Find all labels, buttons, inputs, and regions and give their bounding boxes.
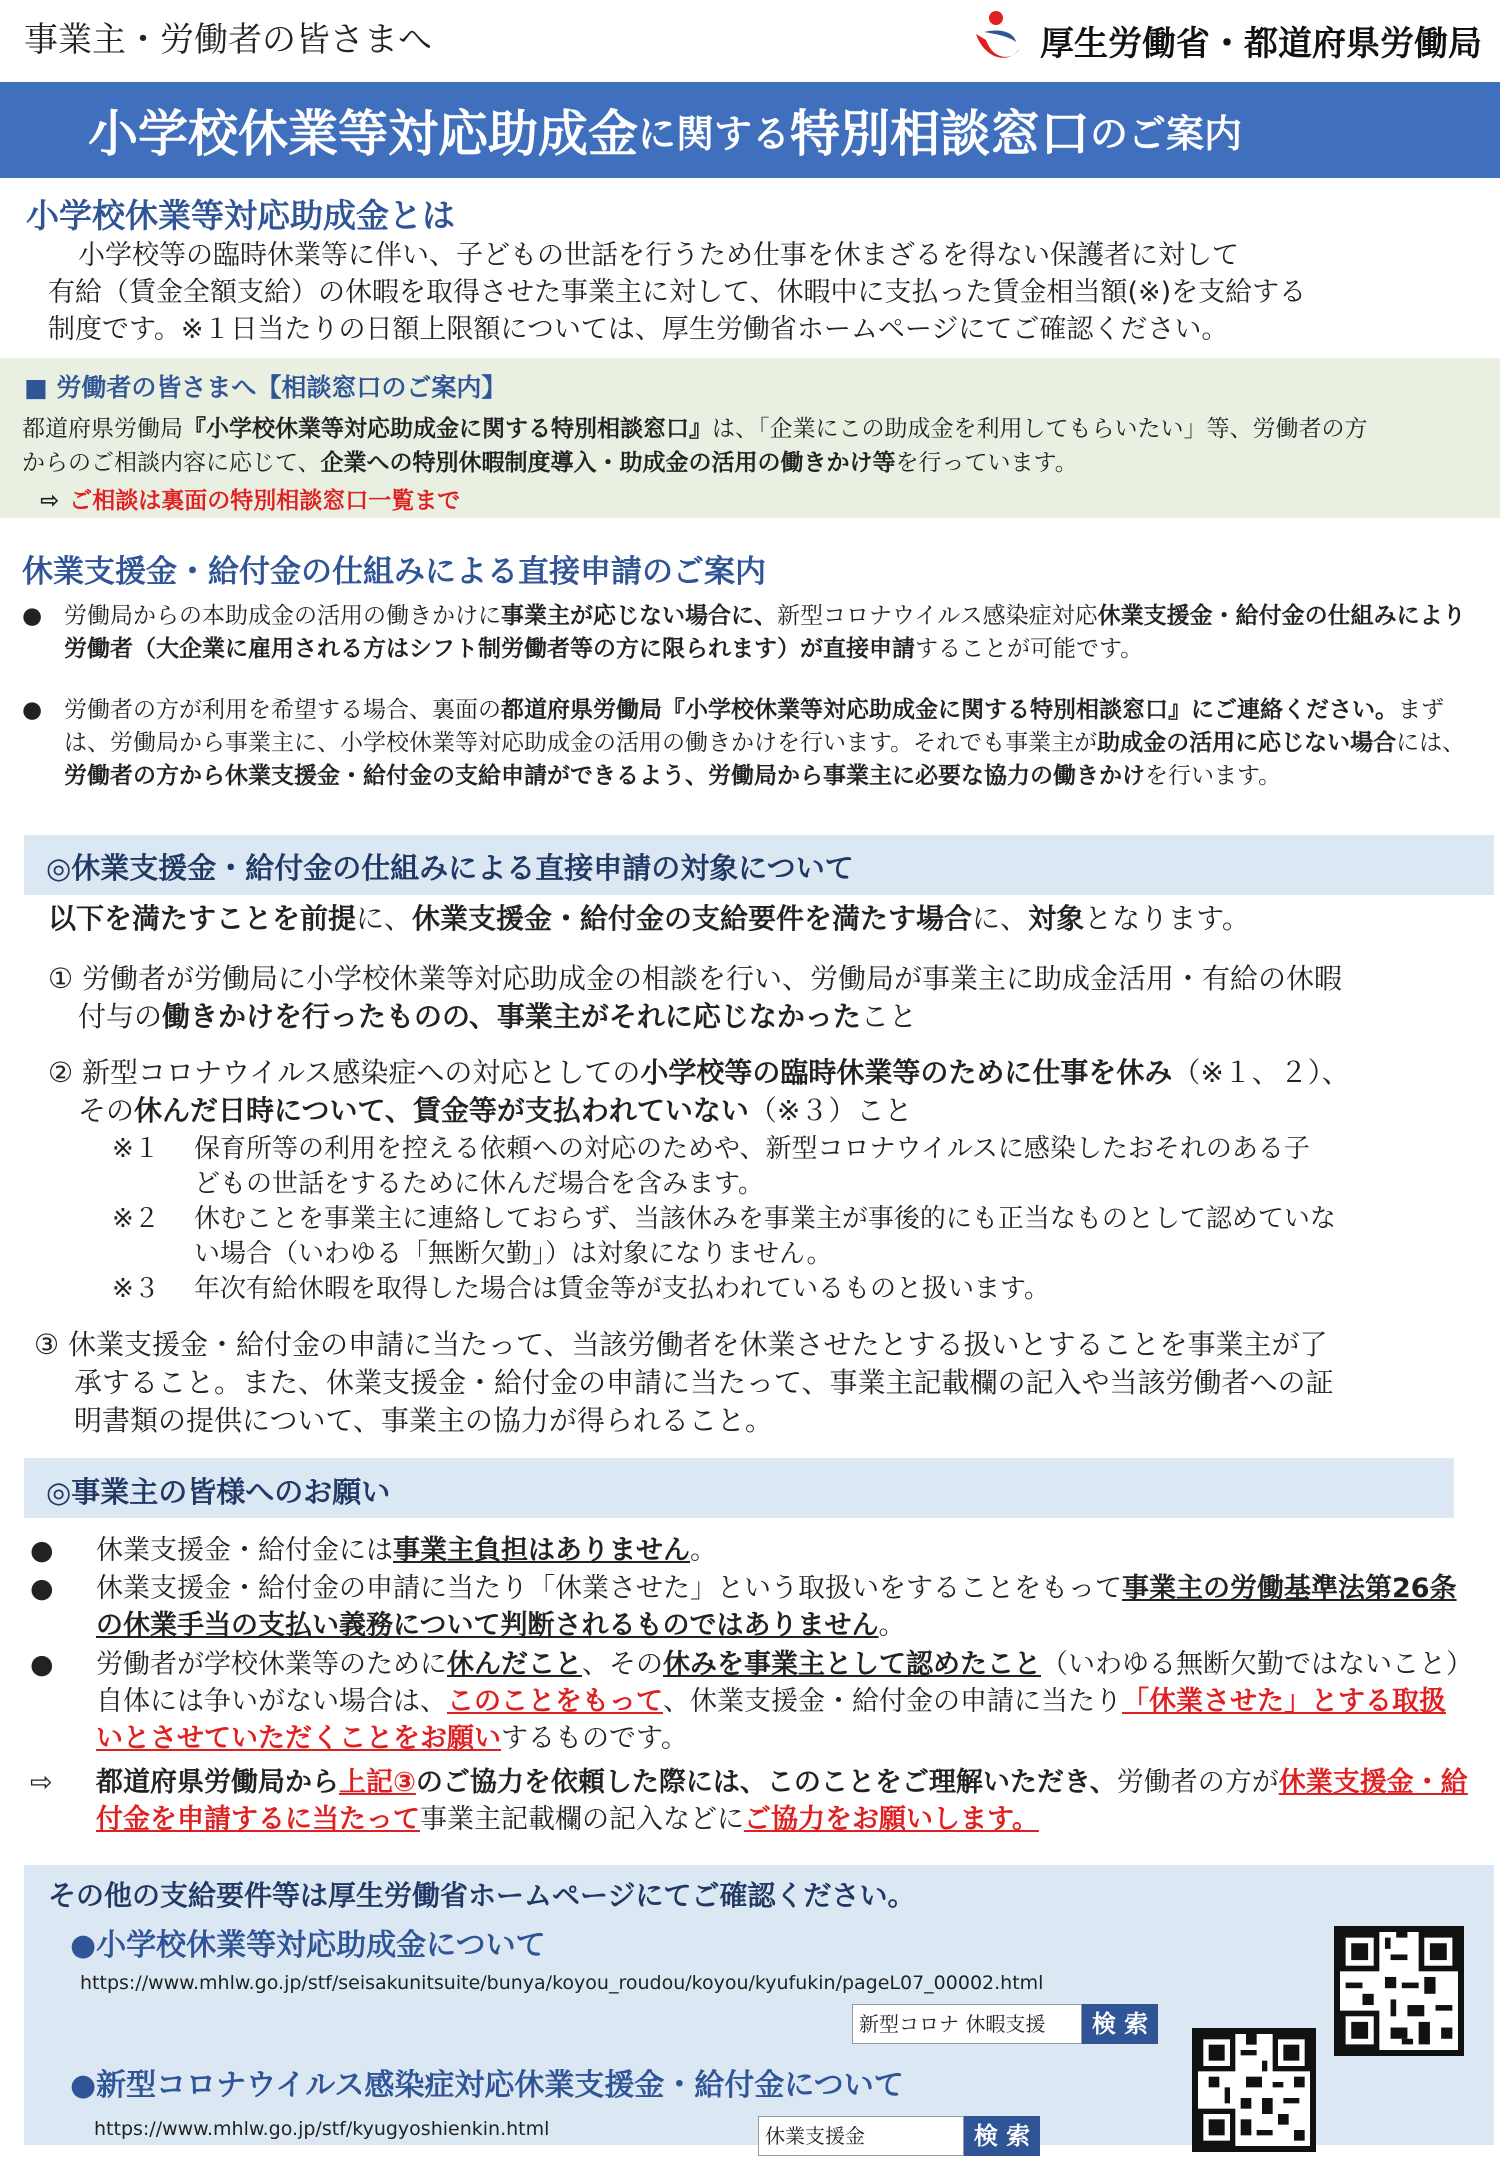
note-2-line1: 休むことを事業主に連絡しておらず、当該休みを事業主が事後的にも正当なものとして認めていな — [194, 1204, 1336, 1234]
bullet-text: を行います。 — [1145, 763, 1282, 789]
search-button-1[interactable]: 検 索 — [1082, 2004, 1158, 2044]
item-text: その — [78, 1094, 135, 1127]
request-emphasis: 事業主の労働基準法第26条の休業手当の支払い義務について判断されるものではありません — [96, 1573, 1457, 1641]
lead-text: に、 — [972, 902, 1029, 935]
banner-part4: のご案内 — [1090, 111, 1243, 156]
banner-part3: 特別相談窓口 — [790, 105, 1091, 163]
worker-box-text: からのご相談内容に応じて、 — [22, 450, 321, 476]
target-item-1-line1: ① 労働者が労働局に小学校休業等対応助成金の相談を行い、労働局が事業主に助成金活用・有給の休暇 — [48, 962, 1343, 995]
target-item-3-line1: ③ 休業支援金・給付金の申請に当たって、当該労働者を休業させたとする扱いとすることを事業主が了 — [34, 1328, 1328, 1361]
search-button-2[interactable]: 検 索 — [964, 2116, 1040, 2156]
bullet-emphasis: 休業支援金・給付金の仕組みにより労働者（大企業に雇用される方はシフト制労働者等の方に限られます）が直接申請 — [64, 603, 1466, 662]
bullet-text: 労働者の方が利用を希望する場合、裏面の — [64, 697, 501, 723]
item-text: 付与の — [78, 1000, 163, 1033]
note-1-line1: 保育所等の利用を控える依頼への対応のためや、新型コロナウイルスに感染したおそれのある子 — [194, 1134, 1310, 1164]
lead-emphasis: 以下を満たすことを前提 — [48, 902, 357, 935]
bullet-emphasis: 労働者の方から休業支援金・給付金の支給申請ができるよう、労働局から事業主に必要な協力の働きかけ — [64, 763, 1145, 789]
item-emphasis: 休んだ日時について、賃金等が支払われていない — [134, 1094, 749, 1127]
search-box-2 — [758, 2116, 1040, 2156]
request-text: 。 — [878, 1610, 906, 1641]
target-item-2-line1 — [48, 1054, 1350, 1091]
title-banner — [0, 82, 1500, 178]
request-item-3 — [30, 1646, 1470, 1757]
request-title: ◎事業主の皆様へのお願い — [46, 1475, 391, 1509]
direct-title: 休業支援金・給付金の仕組みによる直接申請のご案内 — [22, 554, 766, 590]
request-text: 休業支援金・給付金の申請に当たり「休業させた」という取扱いをすることをもって — [96, 1573, 1122, 1604]
target-item-3-line2: 承すること。また、休業支援金・給付金の申請に当たって、事業主記載欄の記入や当該労働者への証 — [74, 1366, 1334, 1399]
request-item-1 — [30, 1532, 1470, 1569]
worker-box-cta — [40, 482, 460, 515]
banner-part2: に関する — [638, 111, 791, 156]
request-text: するものです。 — [501, 1723, 688, 1754]
item-text: ② 新型コロナウイルス感染症への対応としての — [48, 1056, 641, 1089]
item-emphasis: 働きかけを行ったものの、事業主がそれに応じなかった — [162, 1000, 861, 1033]
direct-bullet-1 — [22, 600, 1482, 666]
arrow-icon: ⇨ — [30, 1767, 53, 1798]
request-red-emphasis: このことをもって — [447, 1686, 663, 1717]
bullet-icon: ● — [30, 1535, 54, 1566]
note-2-line2: い場合（いわゆる「無断欠勤」）は対象になりません。 — [194, 1239, 833, 1269]
arrow-icon: ⇨ — [40, 488, 60, 514]
bullet-emphasis: 事業主が応じない場合に、 — [501, 603, 777, 629]
intro-line2: 有給（賃金全額支給）の休暇を取得させた事業主に対して、休暇中に支払った賃金相当額(※)を支給する — [48, 277, 1307, 308]
search-box-1 — [852, 2004, 1158, 2044]
item-text: （※１、２）、 — [1172, 1056, 1350, 1089]
request-text: （いわゆる無断欠勤ではないこと）自体には争いがない場合は、 — [96, 1649, 1460, 1717]
direct-bullet-2 — [22, 694, 1482, 793]
note-3-line1: 年次有給休暇を取得した場合は賃金等が支払われているものと扱います。 — [194, 1274, 1050, 1304]
note-2-mark: ※２ — [112, 1204, 160, 1234]
worker-box-text: を行っています。 — [895, 450, 1078, 476]
worker-box-emphasis: 企業への特別休暇制度導入・助成金の活用の働きかけ等 — [320, 450, 896, 476]
lead-text: となります。 — [1084, 902, 1250, 935]
request-emphasis: 休んだこと — [447, 1649, 582, 1680]
lead-emphasis: 休業支援金・給付金の支給要件を満たす場合 — [412, 902, 973, 935]
request-text: 。 — [690, 1535, 717, 1566]
link2-url[interactable]: https://www.mhlw.go.jp/stf/kyugyoshienkin.html — [94, 2118, 550, 2140]
bullet-text: には、 — [1396, 730, 1466, 756]
request-item-4 — [30, 1764, 1470, 1838]
bullet-text: まずは、労働局から事業主に、小学校休業等対応助成金の活用の働きかけを行います。それでも事業主が — [64, 697, 1444, 756]
item-text: （※３）こと — [748, 1094, 913, 1127]
request-emphasis: 休みを事業主として認めたこと — [663, 1649, 1041, 1680]
intro-line1: 小学校等の臨時休業等に伴い、子どもの世話を行うため仕事を休まざるを得ない保護者に対して — [78, 240, 1239, 271]
qr-code-icon — [1192, 2028, 1316, 2152]
link2-title: ●新型コロナウイルス感染症対応休業支援金・給付金について — [70, 2068, 904, 2103]
lead-emphasis: 対象 — [1028, 902, 1085, 935]
bullet-emphasis: 都道府県労働局『小学校休業等対応助成金に関する特別相談窓口』にご連絡ください。 — [501, 697, 1398, 723]
bullet-icon: ● — [30, 1573, 54, 1604]
request-red-emphasis: 「休業させた」とする取扱いとさせていただくことをお願い — [96, 1686, 1446, 1754]
note-1-mark: ※１ — [112, 1134, 160, 1164]
bullet-icon: ● — [22, 603, 43, 629]
request-text: 労働者が学校休業等のために — [96, 1649, 447, 1680]
target-item-2-line2 — [78, 1092, 912, 1129]
bullet-text: することが可能です。 — [915, 636, 1144, 662]
request-text: 休業支援金・給付金には — [96, 1535, 393, 1566]
bullet-emphasis: 助成金の活用に応じない場合 — [1097, 730, 1397, 756]
request-emphasis: このことをご理解いただき、 — [766, 1767, 1117, 1798]
request-item-2 — [30, 1570, 1470, 1644]
request-emphasis: 事業主負担はありません — [393, 1535, 690, 1566]
request-text: 、その — [582, 1649, 663, 1680]
link1-url[interactable]: https://www.mhlw.go.jp/stf/seisakunitsuite/bunya/koyou_roudou/koyou/kyufukin/pageL07_00002.html — [80, 1972, 1044, 1994]
mhlw-logo-icon — [964, 8, 1028, 72]
link1-title: ●小学校休業等対応助成金について — [70, 1928, 546, 1963]
request-red-emphasis: 上記③ — [339, 1767, 416, 1798]
request-text: 労働者の方が — [1116, 1767, 1279, 1798]
worker-box-text: 都道府県労働局 — [22, 416, 183, 442]
target-item-3-line3: 明書類の提供について、事業主の協力が得られること。 — [74, 1404, 773, 1437]
request-emphasis: 都道府県労働局から — [96, 1767, 339, 1798]
request-red-emphasis: ご協力をお願いします。 — [744, 1804, 1039, 1835]
item-text: こと — [860, 1000, 917, 1033]
target-item-1-line2 — [78, 998, 917, 1035]
ministry-header — [964, 8, 1482, 72]
bullet-text: 労働局からの本助成金の活用の働きかけに — [64, 603, 501, 629]
search-input-2[interactable]: 休業支援金 — [758, 2116, 964, 2156]
note-3-mark: ※３ — [112, 1274, 160, 1304]
worker-box-text: は、「企業にこの助成金を利用してもらいたい」等、労働者の方 — [712, 416, 1368, 442]
worker-box-title: ■ 労働者の皆さまへ【相談窓口のご案内】 — [24, 373, 507, 402]
search-input-1[interactable]: 新型コロナ 休暇支援 — [852, 2004, 1082, 2044]
target-lead — [48, 900, 1250, 937]
bullet-icon: ● — [30, 1649, 54, 1680]
links-heading: その他の支給要件等は厚生労働省ホームページにてご確認ください。 — [48, 1879, 916, 1912]
bullet-text: 新型コロナウイルス感染症対応 — [777, 603, 1098, 629]
lead-text: に、 — [356, 902, 413, 935]
request-text: 、休業支援金・給付金の申請に当たり — [663, 1686, 1122, 1717]
worker-box-body — [22, 412, 1482, 480]
bullet-icon: ● — [22, 697, 43, 723]
intro-line3: 制度です。※１日当たりの日額上限額については、厚生労働省ホームページにてご確認ください。 — [48, 314, 1229, 345]
audience-label: 事業主・労働者の皆さまへ — [24, 20, 432, 60]
note-1-line2: どもの世話をするために休んだ場合を含みます。 — [194, 1169, 764, 1199]
request-text: 事業主記載欄の記入などに — [420, 1804, 744, 1835]
item-emphasis: 小学校等の臨時休業等のために仕事を休み — [640, 1056, 1173, 1089]
qr-code-icon — [1334, 1926, 1464, 2056]
worker-box-cta-text: ご相談は裏面の特別相談窓口一覧まで — [69, 488, 461, 514]
intro-title: 小学校休業等対応助成金とは — [26, 196, 455, 235]
target-title: ◎休業支援金・給付金の仕組みによる直接申請の対象について — [46, 851, 854, 885]
request-red-emphasis: 休業支援金・給付金を申請するに当たって — [96, 1767, 1468, 1835]
worker-box-window-name: 『小学校休業等対応助成金に関する特別相談窓口』 — [183, 416, 712, 442]
banner-part1: 小学校休業等対応助成金 — [88, 105, 638, 163]
ministry-name: 厚生労働省・都道府県労働局 — [1040, 23, 1482, 64]
request-emphasis: のご協力を依頼した際には、 — [415, 1767, 767, 1798]
